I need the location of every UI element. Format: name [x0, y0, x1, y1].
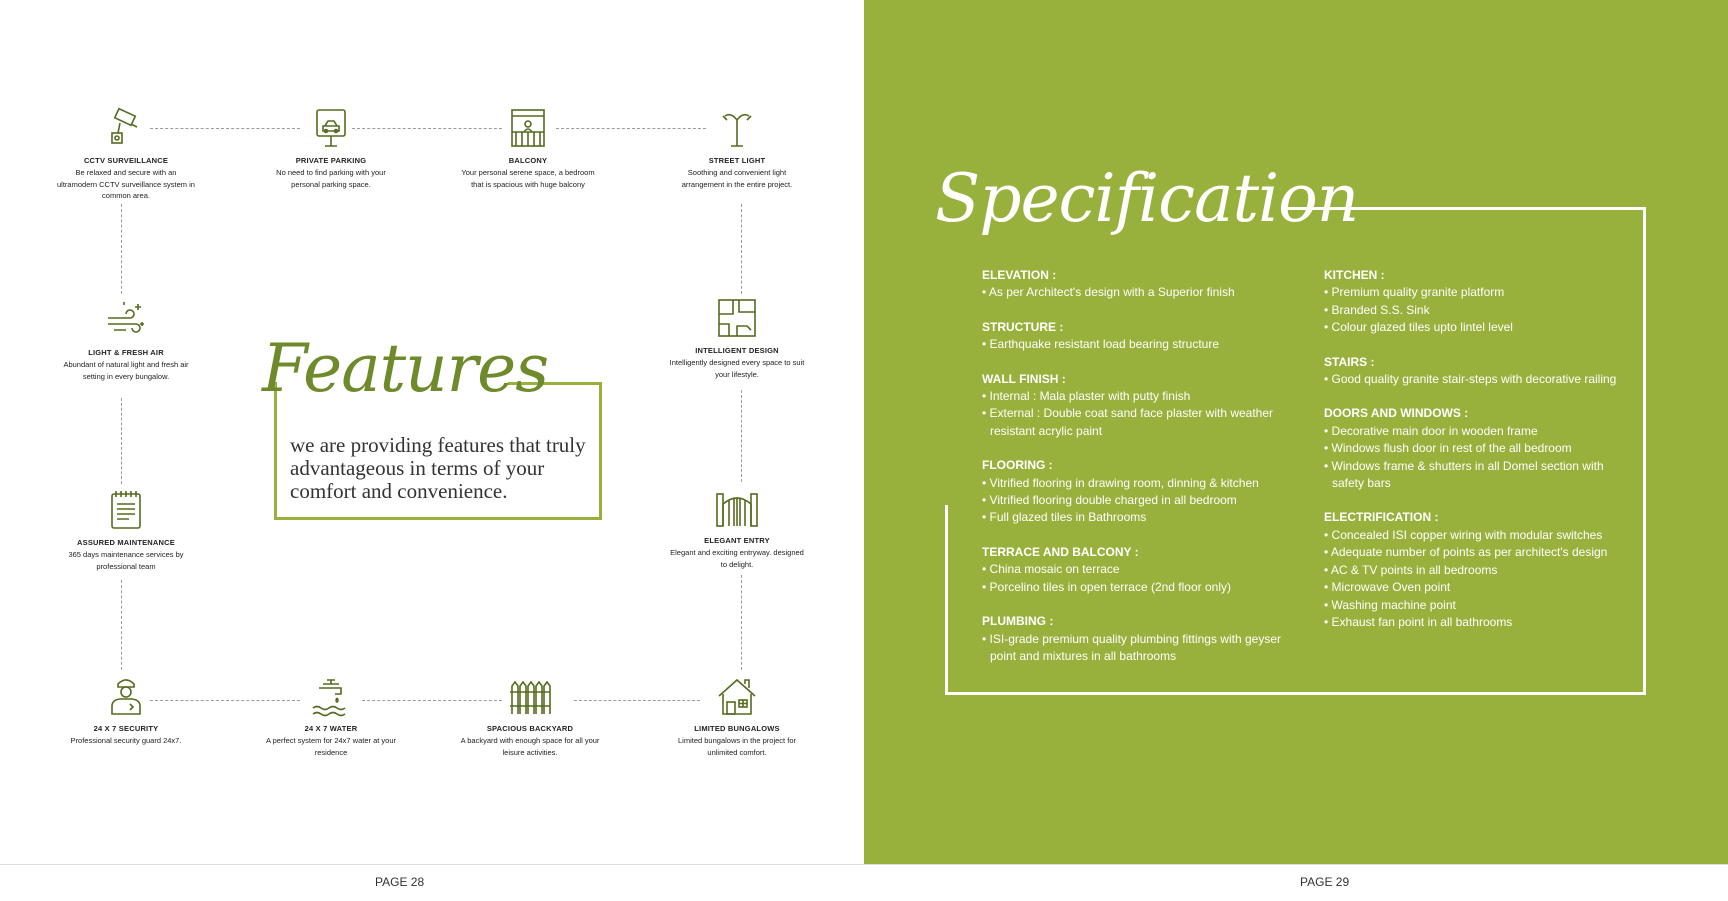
spec-item: • Vitrified flooring in drawing room, dinning & kitchen: [982, 475, 1259, 490]
spec-item: • Microwave Oven point: [1324, 580, 1451, 595]
spec-section-heading: STAIRS :: [1324, 354, 1375, 369]
spec-section: [1324, 267, 1634, 337]
feature-title: LIMITED BUNGALOWS: [694, 724, 780, 733]
spec-section-heading: ELECTRIFICATION :: [1324, 510, 1439, 525]
spec-item: • Premium quality granite platform: [1324, 285, 1505, 300]
feature-backyard: [460, 674, 600, 758]
spec-section: [1324, 354, 1634, 389]
feature-title: STREET LIGHT: [708, 156, 766, 165]
connector-line: [121, 398, 122, 484]
cctv-camera-icon: [104, 106, 148, 150]
connector-line: [741, 390, 742, 482]
feature-description: Abundant of natural light and fresh air setting in every bungalow.: [63, 360, 189, 381]
left-page: [0, 0, 862, 864]
spec-section: [982, 457, 1302, 527]
spec-section: [982, 319, 1302, 354]
feature-maintenance: [56, 488, 196, 572]
floor-plan-icon: [715, 296, 759, 340]
spec-item: • Decorative main door in wooden frame: [1324, 423, 1538, 438]
water-tap-icon: [309, 674, 353, 718]
feature-light-fresh-air: [56, 298, 196, 382]
feature-parking: [261, 106, 401, 190]
spec-frame-bottom: [945, 692, 1646, 695]
spec-section: [1324, 405, 1634, 492]
page-number-left: PAGE 28: [375, 875, 425, 889]
wind-sparkle-icon: [104, 298, 148, 342]
feature-title: BALCONY: [508, 156, 548, 165]
spec-item: • Good quality granite stair-steps with decorative railing: [1324, 372, 1617, 387]
feature-street-light: [667, 106, 807, 190]
spec-item: • Windows flush door in rest of the all bedroom: [1324, 441, 1572, 456]
spec-item: • Internal : Mala plaster with putty finish: [982, 389, 1191, 404]
spec-item: • ISI-grade premium quality plumbing fittings with geyser point and mixtures in all bathrooms: [982, 631, 1281, 663]
spec-item: • Adequate number of points as per architect's design: [1324, 545, 1608, 560]
connector-line: [121, 580, 122, 670]
spec-item: • As per Architect's design with a Superior finish: [982, 285, 1235, 300]
spec-item: • Vitrified flooring double charged in all bedroom: [982, 493, 1237, 508]
feature-limited-bungalows: [667, 674, 807, 758]
feature-description: Limited bungalows in the project for unlimited comfort.: [678, 736, 796, 757]
features-intro: we are providing features that truly advantageous in terms of your comfort and convenience.: [290, 433, 586, 503]
street-light-icon: [715, 106, 759, 150]
spec-frame-right: [1643, 207, 1646, 695]
feature-title: 24 X 7 WATER: [304, 724, 358, 733]
spec-item: • Colour glazed tiles upto lintel level: [1324, 320, 1513, 335]
feature-balcony: [458, 106, 598, 190]
feature-description: 365 days maintenance services by professional team: [68, 550, 184, 571]
feature-elegant-entry: [667, 486, 807, 570]
spec-item: • Exhaust fan point in all bathrooms: [1324, 614, 1513, 629]
feature-water: [261, 674, 401, 758]
spec-section: [982, 544, 1302, 596]
gate-icon: [715, 486, 759, 530]
parking-sign-icon: [309, 106, 353, 150]
feature-intelligent-design: [667, 296, 807, 380]
spec-frame-left: [945, 505, 948, 695]
spec-item: • Full glazed tiles in Bathrooms: [982, 510, 1147, 525]
spec-section: [982, 371, 1302, 441]
feature-title: ELEGANT ENTRY: [704, 536, 770, 545]
feature-description: Be relaxed and secure with an ultramodern CCTV surveillance system in common area.: [57, 168, 195, 200]
feature-title: CCTV SURVEILLANCE: [83, 156, 169, 165]
spec-section-heading: ELEVATION :: [982, 268, 1057, 282]
feature-title: ASSURED MAINTENANCE: [77, 538, 175, 547]
spec-section-heading: WALL FINISH :: [982, 371, 1066, 386]
feature-description: A perfect system for 24x7 water at your residence: [265, 736, 397, 757]
feature-description: A backyard with enough space for all your leisure activities.: [460, 736, 600, 757]
spec-item: • Porcelino tiles in open terrace (2nd floor only): [982, 579, 1231, 594]
spec-section-heading: KITCHEN :: [1324, 268, 1385, 282]
spec-section-heading: FLOORING :: [982, 458, 1053, 473]
feature-cctv: [56, 106, 196, 202]
notepad-icon: [104, 488, 148, 532]
spec-item: • Branded S.S. Sink: [1324, 302, 1430, 317]
feature-security: [56, 674, 196, 747]
connector-line: [741, 575, 742, 670]
specification-title: Specification: [935, 160, 1359, 237]
spec-item: • AC & TV points in all bedrooms: [1324, 562, 1498, 577]
spec-section-heading: PLUMBING :: [982, 614, 1054, 629]
spec-section: [982, 267, 1302, 302]
spec-item: • China mosaic on terrace: [982, 562, 1120, 577]
spec-right-column: [1324, 267, 1634, 648]
connector-line: [741, 204, 742, 294]
feature-description: Soothing and convenient light arrangement in the entire project.: [681, 168, 793, 189]
feature-title: PRIVATE PARKING: [295, 156, 367, 165]
feature-title: 24 X 7 SECURITY: [93, 724, 159, 733]
spec-section-heading: TERRACE AND BALCONY :: [982, 544, 1139, 559]
spec-section: [982, 613, 1302, 665]
house-icon: [715, 674, 759, 718]
fence-icon: [508, 674, 552, 718]
spec-item: • Earthquake resistant load bearing structure: [982, 337, 1219, 352]
spec-item: • Washing machine point: [1324, 597, 1456, 612]
page-footer: [0, 864, 1728, 901]
balcony-icon: [506, 106, 550, 150]
spec-section-heading: STRUCTURE :: [982, 319, 1064, 334]
spec-item: • External : Double coat sand face plaster with weather resistant acrylic paint: [982, 406, 1274, 438]
spec-section: [1324, 509, 1634, 631]
feature-description: Intelligently designed every space to suit your lifestyle.: [669, 358, 805, 379]
spec-item: • Concealed ISI copper wiring with modular switches: [1324, 527, 1603, 542]
connector-line: [121, 204, 122, 294]
security-guard-icon: [104, 674, 148, 718]
feature-description: Your personal serene space, a bedroom that is spacious with huge balcony: [461, 168, 595, 189]
feature-description: Professional security guard 24x7.: [70, 736, 182, 745]
feature-title: SPACIOUS BACKYARD: [486, 724, 574, 733]
spec-section-heading: DOORS AND WINDOWS :: [1324, 406, 1469, 421]
feature-description: Elegant and exciting entryway. designed to delight.: [670, 548, 804, 569]
feature-title: INTELLIGENT DESIGN: [695, 346, 779, 355]
feature-title: LIGHT & FRESH AIR: [88, 348, 164, 357]
page-number-right: PAGE 29: [1300, 875, 1350, 889]
feature-description: No need to find parking with your personal parking space.: [276, 168, 386, 189]
spec-item: • Windows frame & shutters in all Domel section with safety bars: [1324, 458, 1604, 491]
features-title: Features: [262, 330, 549, 407]
spec-left-column: [982, 267, 1302, 682]
